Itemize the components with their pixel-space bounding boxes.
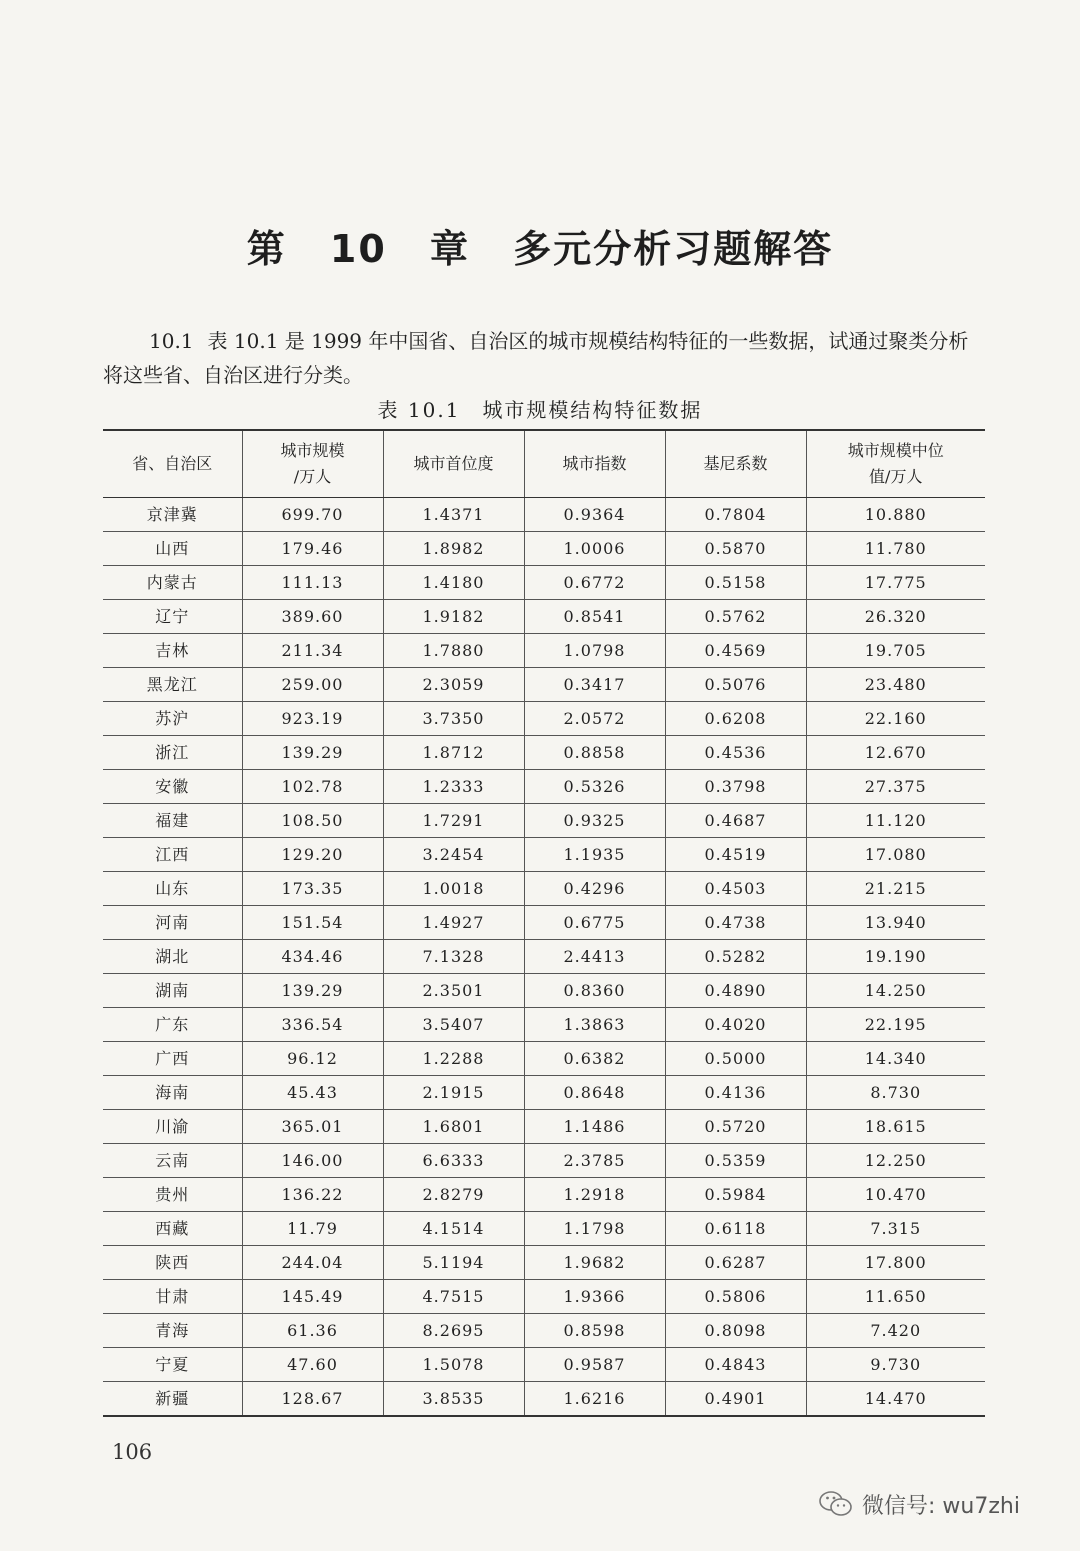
region-cell: 广东	[103, 1008, 242, 1042]
value-cell: 0.5870	[665, 532, 806, 566]
value-cell: 3.2454	[383, 838, 524, 872]
value-cell: 0.4296	[524, 872, 665, 906]
value-cell: 699.70	[242, 498, 383, 532]
value-cell: 0.8360	[524, 974, 665, 1008]
value-cell: 17.080	[806, 838, 985, 872]
column-header: 城市规模 /万人	[242, 430, 383, 498]
value-cell: 1.4927	[383, 906, 524, 940]
value-cell: 22.195	[806, 1008, 985, 1042]
value-cell: 2.3501	[383, 974, 524, 1008]
value-cell: 1.6801	[383, 1110, 524, 1144]
value-cell: 259.00	[242, 668, 383, 702]
table-row	[103, 1280, 985, 1314]
region-cell: 广西	[103, 1042, 242, 1076]
value-cell: 1.7291	[383, 804, 524, 838]
table-row	[103, 1382, 985, 1417]
value-cell: 0.4136	[665, 1076, 806, 1110]
value-cell: 389.60	[242, 600, 383, 634]
value-cell: 0.5984	[665, 1178, 806, 1212]
question-text: 表 10.1 是 1999 年中国省、自治区的城市规模结构特征的一些数据，试通过聚类分析将这些省、自治区进行分类。	[103, 329, 969, 387]
table-row	[103, 1042, 985, 1076]
table-caption-number: 表 10.1	[377, 398, 461, 422]
value-cell: 7.420	[806, 1314, 985, 1348]
column-header: 城市指数	[524, 430, 665, 498]
value-cell: 1.7880	[383, 634, 524, 668]
value-cell: 22.160	[806, 702, 985, 736]
value-cell: 23.480	[806, 668, 985, 702]
region-cell: 山西	[103, 532, 242, 566]
table-header-row	[103, 430, 985, 498]
value-cell: 17.800	[806, 1246, 985, 1280]
column-header: 省、自治区	[103, 430, 242, 498]
value-cell: 7.1328	[383, 940, 524, 974]
value-cell: 1.1486	[524, 1110, 665, 1144]
value-cell: 0.4536	[665, 736, 806, 770]
table-caption	[0, 394, 1080, 423]
value-cell: 10.470	[806, 1178, 985, 1212]
table-row	[103, 668, 985, 702]
value-cell: 0.4843	[665, 1348, 806, 1382]
value-cell: 11.79	[242, 1212, 383, 1246]
value-cell: 11.120	[806, 804, 985, 838]
table-row	[103, 770, 985, 804]
region-cell: 湖北	[103, 940, 242, 974]
region-cell: 川渝	[103, 1110, 242, 1144]
value-cell: 6.6333	[383, 1144, 524, 1178]
table-row	[103, 940, 985, 974]
table-row	[103, 872, 985, 906]
region-cell: 山东	[103, 872, 242, 906]
value-cell: 8.2695	[383, 1314, 524, 1348]
region-cell: 湖南	[103, 974, 242, 1008]
data-table	[103, 429, 985, 1417]
value-cell: 0.4738	[665, 906, 806, 940]
region-cell: 云南	[103, 1144, 242, 1178]
value-cell: 0.8648	[524, 1076, 665, 1110]
value-cell: 21.215	[806, 872, 985, 906]
value-cell: 12.250	[806, 1144, 985, 1178]
value-cell: 0.5158	[665, 566, 806, 600]
value-cell: 12.670	[806, 736, 985, 770]
region-cell: 青海	[103, 1314, 242, 1348]
column-header: 基尼系数	[665, 430, 806, 498]
value-cell: 14.250	[806, 974, 985, 1008]
value-cell: 0.8858	[524, 736, 665, 770]
value-cell: 3.7350	[383, 702, 524, 736]
value-cell: 129.20	[242, 838, 383, 872]
region-cell: 海南	[103, 1076, 242, 1110]
value-cell: 11.780	[806, 532, 985, 566]
region-cell: 宁夏	[103, 1348, 242, 1382]
value-cell: 211.34	[242, 634, 383, 668]
value-cell: 11.650	[806, 1280, 985, 1314]
table-row	[103, 1178, 985, 1212]
question-paragraph	[103, 324, 988, 392]
value-cell: 0.5806	[665, 1280, 806, 1314]
value-cell: 145.49	[242, 1280, 383, 1314]
value-cell: 0.8541	[524, 600, 665, 634]
value-cell: 1.2918	[524, 1178, 665, 1212]
value-cell: 1.0798	[524, 634, 665, 668]
value-cell: 14.470	[806, 1382, 985, 1417]
table-row	[103, 1212, 985, 1246]
value-cell: 2.8279	[383, 1178, 524, 1212]
table-row	[103, 532, 985, 566]
value-cell: 0.7804	[665, 498, 806, 532]
value-cell: 0.4687	[665, 804, 806, 838]
table-row	[103, 1314, 985, 1348]
value-cell: 0.4519	[665, 838, 806, 872]
value-cell: 0.9364	[524, 498, 665, 532]
value-cell: 244.04	[242, 1246, 383, 1280]
region-cell: 内蒙古	[103, 566, 242, 600]
value-cell: 3.5407	[383, 1008, 524, 1042]
value-cell: 0.5000	[665, 1042, 806, 1076]
table-row	[103, 566, 985, 600]
value-cell: 1.3863	[524, 1008, 665, 1042]
value-cell: 0.5720	[665, 1110, 806, 1144]
value-cell: 4.7515	[383, 1280, 524, 1314]
value-cell: 0.6287	[665, 1246, 806, 1280]
value-cell: 10.880	[806, 498, 985, 532]
region-cell: 黑龙江	[103, 668, 242, 702]
value-cell: 111.13	[242, 566, 383, 600]
region-cell: 陕西	[103, 1246, 242, 1280]
region-cell: 福建	[103, 804, 242, 838]
question-number: 10.1	[149, 329, 194, 353]
value-cell: 1.8982	[383, 532, 524, 566]
table-row	[103, 702, 985, 736]
value-cell: 19.705	[806, 634, 985, 668]
table-row	[103, 634, 985, 668]
value-cell: 5.1194	[383, 1246, 524, 1280]
table-row	[103, 1246, 985, 1280]
value-cell: 0.6775	[524, 906, 665, 940]
value-cell: 1.6216	[524, 1382, 665, 1417]
value-cell: 7.315	[806, 1212, 985, 1246]
value-cell: 1.4371	[383, 498, 524, 532]
page-number: 106	[112, 1440, 153, 1464]
region-cell: 西藏	[103, 1212, 242, 1246]
value-cell: 0.9325	[524, 804, 665, 838]
table-row	[103, 600, 985, 634]
value-cell: 0.5076	[665, 668, 806, 702]
region-cell: 京津冀	[103, 498, 242, 532]
watermark-text: 微信号: wu7zhi	[862, 1493, 1020, 1519]
table-row	[103, 736, 985, 770]
value-cell: 0.4569	[665, 634, 806, 668]
column-header: 城市规模中位 值/万人	[806, 430, 985, 498]
value-cell: 2.3059	[383, 668, 524, 702]
table-row	[103, 1348, 985, 1382]
value-cell: 0.4503	[665, 872, 806, 906]
region-cell: 吉林	[103, 634, 242, 668]
region-cell: 浙江	[103, 736, 242, 770]
value-cell: 139.29	[242, 736, 383, 770]
value-cell: 434.46	[242, 940, 383, 974]
value-cell: 1.1935	[524, 838, 665, 872]
value-cell: 1.1798	[524, 1212, 665, 1246]
value-cell: 0.4020	[665, 1008, 806, 1042]
wechat-watermark	[818, 1486, 1020, 1522]
table-row	[103, 1144, 985, 1178]
value-cell: 47.60	[242, 1348, 383, 1382]
table-row	[103, 906, 985, 940]
region-cell: 江西	[103, 838, 242, 872]
value-cell: 9.730	[806, 1348, 985, 1382]
value-cell: 1.5078	[383, 1348, 524, 1382]
value-cell: 61.36	[242, 1314, 383, 1348]
value-cell: 336.54	[242, 1008, 383, 1042]
value-cell: 13.940	[806, 906, 985, 940]
value-cell: 27.375	[806, 770, 985, 804]
wechat-icon	[818, 1489, 854, 1519]
value-cell: 1.9366	[524, 1280, 665, 1314]
value-cell: 2.1915	[383, 1076, 524, 1110]
region-cell: 新疆	[103, 1382, 242, 1417]
value-cell: 2.0572	[524, 702, 665, 736]
value-cell: 146.00	[242, 1144, 383, 1178]
table-row	[103, 974, 985, 1008]
value-cell: 1.9182	[383, 600, 524, 634]
value-cell: 179.46	[242, 532, 383, 566]
value-cell: 102.78	[242, 770, 383, 804]
value-cell: 0.5762	[665, 600, 806, 634]
value-cell: 1.2288	[383, 1042, 524, 1076]
value-cell: 2.4413	[524, 940, 665, 974]
value-cell: 0.5326	[524, 770, 665, 804]
table-row	[103, 498, 985, 532]
table-row	[103, 804, 985, 838]
table-row	[103, 1110, 985, 1144]
value-cell: 173.35	[242, 872, 383, 906]
value-cell: 1.0018	[383, 872, 524, 906]
value-cell: 0.6208	[665, 702, 806, 736]
value-cell: 18.615	[806, 1110, 985, 1144]
table-body	[103, 498, 985, 1417]
value-cell: 0.3798	[665, 770, 806, 804]
table-row	[103, 1008, 985, 1042]
value-cell: 4.1514	[383, 1212, 524, 1246]
region-cell: 辽宁	[103, 600, 242, 634]
chapter-title: 第 10 章 多元分析习题解答	[246, 227, 834, 271]
column-header: 城市首位度	[383, 430, 524, 498]
value-cell: 1.0006	[524, 532, 665, 566]
region-cell: 甘肃	[103, 1280, 242, 1314]
value-cell: 0.5359	[665, 1144, 806, 1178]
value-cell: 0.5282	[665, 940, 806, 974]
value-cell: 128.67	[242, 1382, 383, 1417]
value-cell: 0.4890	[665, 974, 806, 1008]
value-cell: 2.3785	[524, 1144, 665, 1178]
value-cell: 1.8712	[383, 736, 524, 770]
value-cell: 365.01	[242, 1110, 383, 1144]
value-cell: 0.6772	[524, 566, 665, 600]
region-cell: 贵州	[103, 1178, 242, 1212]
region-cell: 河南	[103, 906, 242, 940]
region-cell: 苏沪	[103, 702, 242, 736]
value-cell: 0.8598	[524, 1314, 665, 1348]
value-cell: 14.340	[806, 1042, 985, 1076]
value-cell: 0.6382	[524, 1042, 665, 1076]
value-cell: 26.320	[806, 600, 985, 634]
value-cell: 136.22	[242, 1178, 383, 1212]
value-cell: 19.190	[806, 940, 985, 974]
value-cell: 0.3417	[524, 668, 665, 702]
value-cell: 1.9682	[524, 1246, 665, 1280]
region-cell: 安徽	[103, 770, 242, 804]
value-cell: 1.2333	[383, 770, 524, 804]
value-cell: 923.19	[242, 702, 383, 736]
value-cell: 45.43	[242, 1076, 383, 1110]
value-cell: 96.12	[242, 1042, 383, 1076]
value-cell: 0.8098	[665, 1314, 806, 1348]
value-cell: 1.4180	[383, 566, 524, 600]
value-cell: 108.50	[242, 804, 383, 838]
table-row	[103, 838, 985, 872]
value-cell: 3.8535	[383, 1382, 524, 1417]
value-cell: 0.9587	[524, 1348, 665, 1382]
value-cell: 0.6118	[665, 1212, 806, 1246]
table-row	[103, 1076, 985, 1110]
value-cell: 8.730	[806, 1076, 985, 1110]
value-cell: 139.29	[242, 974, 383, 1008]
value-cell: 151.54	[242, 906, 383, 940]
value-cell: 17.775	[806, 566, 985, 600]
value-cell: 0.4901	[665, 1382, 806, 1417]
table-caption-title: 城市规模结构特征数据	[482, 398, 703, 422]
